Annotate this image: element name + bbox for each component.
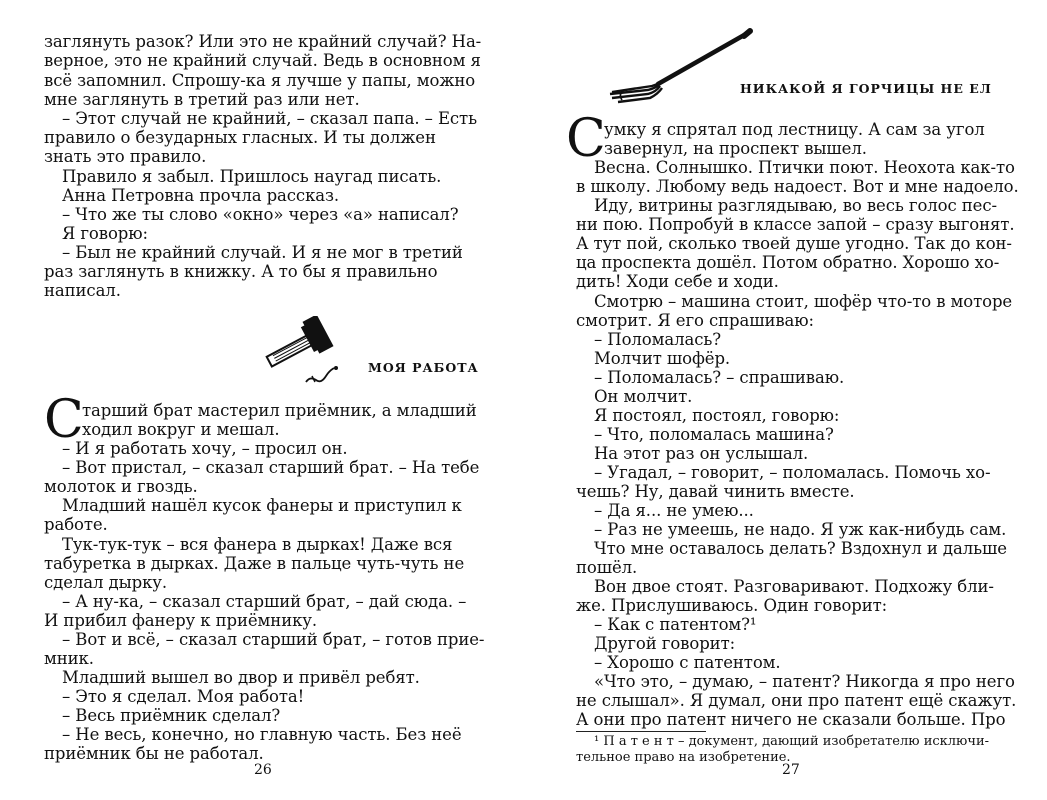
- drop-cap: С: [44, 390, 84, 450]
- text-line: «Что это, – думаю, – патент? Никогда я про него: [594, 672, 1015, 691]
- page-number: 26: [254, 762, 272, 778]
- text-line: Что мне оставалось делать? Вздохнул и дальше: [594, 539, 1007, 558]
- hammer-icon: [262, 316, 352, 388]
- text-line: – Не весь, конечно, но главную часть. Без неё: [62, 725, 462, 744]
- text-line: – Вот пристал, – сказал старший брат. – На тебе: [62, 458, 480, 477]
- text-line: Вон двое стоят. Разговаривают. Подхожу бли-: [594, 577, 994, 596]
- footnote-line: ¹ П а т е н т – документ, дающий изобретателю исключи-: [594, 734, 990, 749]
- text-line: – И я работать хочу, – просил он.: [62, 439, 348, 458]
- text-line: чешь? Ну, давай чинить вместе.: [576, 482, 855, 501]
- text-line: мник.: [44, 649, 94, 668]
- text-line: в школу. Любому ведь надоест. Вот и мне надоело.: [576, 177, 1019, 196]
- story-title-my-work: МОЯ РАБОТА: [368, 360, 479, 375]
- text-line: На этот раз он услышал.: [594, 444, 809, 463]
- text-line: – Как с патентом?¹: [594, 615, 757, 634]
- text-line: – Поломалась? – спрашиваю.: [594, 368, 845, 387]
- text-line: А тут пой, сколько твоей душе угодно. Так до кон-: [576, 234, 1012, 253]
- footnote-rule: [576, 731, 706, 732]
- text-line: ходил вокруг и мешал.: [82, 420, 280, 439]
- footnote-line: тельное право на изобретение.: [576, 750, 791, 765]
- text-line: Я говорю:: [62, 224, 148, 243]
- text-line: – Был не крайний случай. И я не мог в третий: [62, 243, 463, 262]
- text-line: – А ну-ка, – сказал старший брат, – дай сюда. –: [62, 592, 467, 611]
- text-line: ца проспекта дошёл. Потом обратно. Хорошо хо-: [576, 253, 1000, 272]
- text-line: написал.: [44, 281, 121, 300]
- text-line: умку я спрятал под лестницу. А сам за угол: [604, 120, 985, 139]
- text-line: Смотрю – машина стоит, шофёр что-то в моторе: [594, 292, 1013, 311]
- text-line: – Этот случай не крайний, – сказал папа. – Есть: [62, 109, 477, 128]
- text-line: – Поломалась?: [594, 330, 721, 349]
- text-line: Младший вышел во двор и привёл ребят.: [62, 668, 420, 687]
- text-line: дить! Ходи себе и ходи.: [576, 272, 779, 291]
- text-line: – Угадал, – говорит, – поломалась. Помочь хо-: [594, 463, 991, 482]
- text-line: всё запомнил. Спрошу-ка я лучше у папы, можно: [44, 71, 476, 90]
- text-line: верное, это не крайний случай. Ведь в основном я: [44, 51, 481, 70]
- text-line: тарший брат мастерил приёмник, а младший: [82, 401, 477, 420]
- text-line: Тук-тук-тук – вся фанера в дырках! Даже вся: [62, 535, 453, 554]
- text-line: сделал дырку.: [44, 573, 168, 592]
- text-line: правило о безударных гласных. И ты должен: [44, 128, 436, 147]
- text-line: завернул, на проспект вышел.: [604, 139, 867, 158]
- text-line: молоток и гвоздь.: [44, 477, 198, 496]
- text-line: А они про патент ничего не сказали больше. Про: [576, 710, 1006, 729]
- text-line: – Весь приёмник сделал?: [62, 706, 281, 725]
- text-line: Иду, витрины разглядываю, во весь голос пес-: [594, 196, 997, 215]
- text-line: ни пою. Попробуй в классе запой – сразу выгонят.: [576, 215, 1015, 234]
- text-line: Молчит шофёр.: [594, 349, 731, 368]
- text-line: – Раз не умеешь, не надо. Я уж как-нибудь сам.: [594, 520, 1007, 539]
- text-line: – Да я... не умею...: [594, 501, 754, 520]
- text-line: же. Прислушиваюсь. Один говорит:: [576, 596, 888, 615]
- drop-cap: С: [566, 109, 606, 169]
- story-title-no-mustard: НИКАКОЙ Я ГОРЧИЦЫ НЕ ЕЛ: [740, 81, 992, 96]
- text-line: табуретка в дырках. Даже в пальце чуть-чуть не: [44, 554, 465, 573]
- text-line: Он молчит.: [594, 387, 693, 406]
- text-line: не слышал». Я думал, они про патент ещё скажут.: [576, 691, 1017, 710]
- text-line: – Вот и всё, – сказал старший брат, – готов прие-: [62, 630, 485, 649]
- text-line: Младший нашёл кусок фанеры и приступил к: [62, 496, 462, 515]
- fork-icon: [604, 26, 754, 110]
- text-line: приёмник бы не работал.: [44, 744, 264, 763]
- text-line: Весна. Солнышко. Птички поют. Неохота как-то: [594, 158, 1015, 177]
- text-line: Правило я забыл. Пришлось наугад писать.: [62, 167, 442, 186]
- text-line: – Это я сделал. Моя работа!: [62, 687, 305, 706]
- text-line: работе.: [44, 515, 108, 534]
- text-line: Я постоял, постоял, говорю:: [594, 406, 840, 425]
- text-line: знать это правило.: [44, 147, 207, 166]
- text-line: – Хорошо с патентом.: [594, 653, 781, 672]
- text-line: Анна Петровна прочла рассказ.: [62, 186, 340, 205]
- text-line: – Что, поломалась машина?: [594, 425, 834, 444]
- right-page: [524, 0, 1047, 800]
- text-line: пошёл.: [576, 558, 638, 577]
- text-line: – Что же ты слово «окно» через «а» написал?: [62, 205, 459, 224]
- text-line: И прибил фанеру к приёмнику.: [44, 611, 318, 630]
- text-line: заглянуть разок? Или это не крайний случай? На-: [44, 32, 482, 51]
- text-line: Другой говорит:: [594, 634, 736, 653]
- page-number: 27: [782, 762, 800, 778]
- text-line: смотрит. Я его спрашиваю:: [576, 311, 814, 330]
- text-line: мне заглянуть в третий раз или нет.: [44, 90, 360, 109]
- text-line: раз заглянуть в книжку. А то бы я правильно: [44, 262, 438, 281]
